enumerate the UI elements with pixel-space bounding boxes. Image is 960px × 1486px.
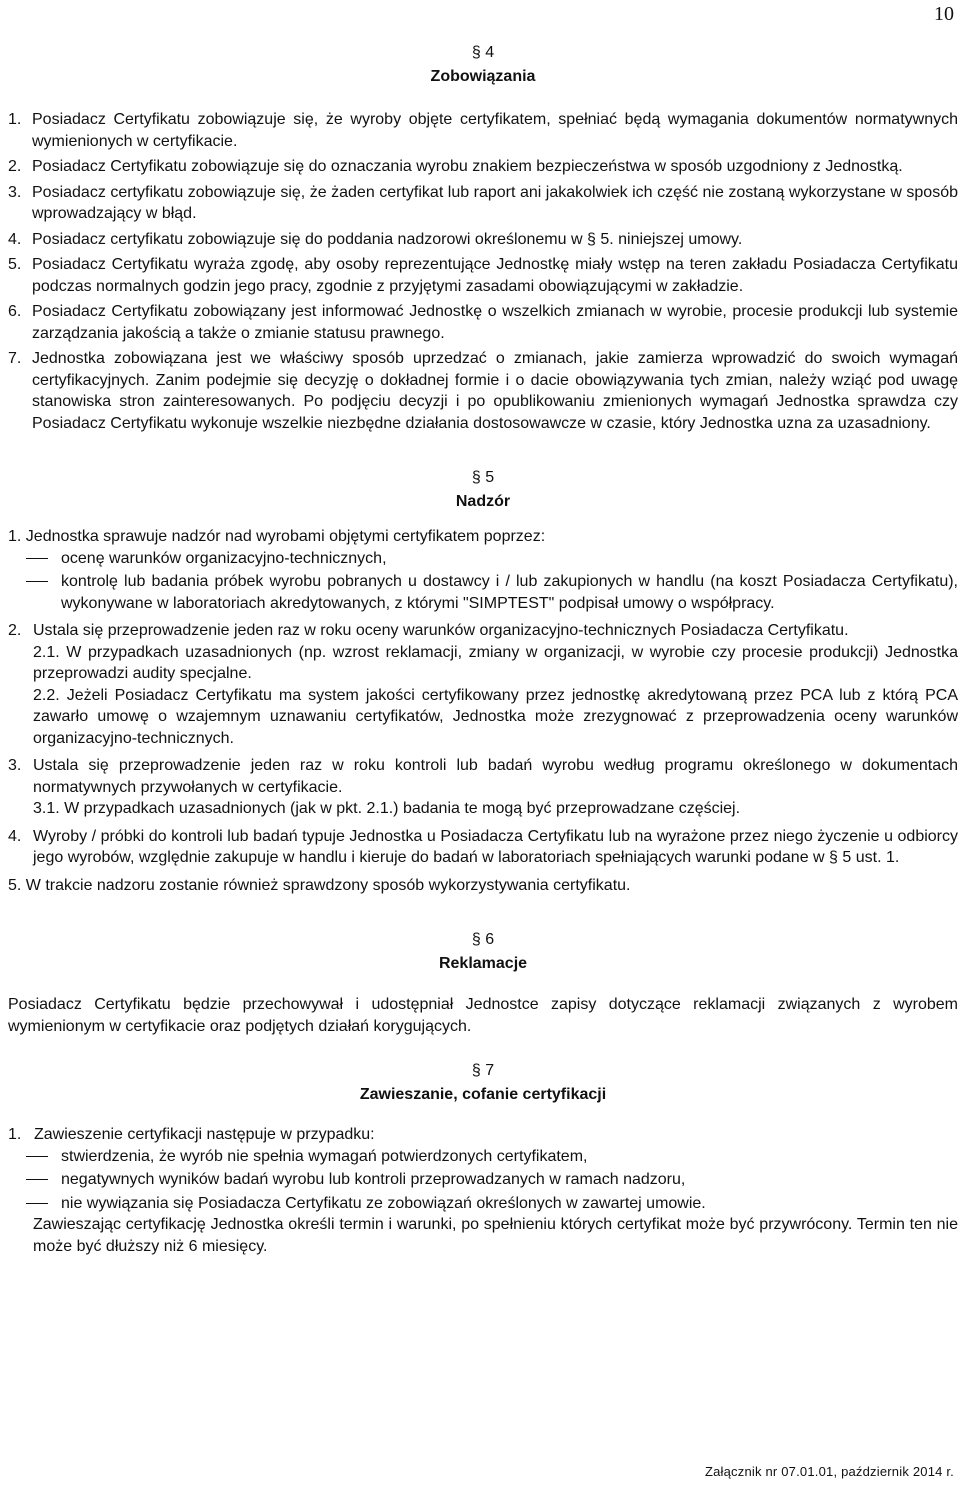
list-item: 7. Jednostka zobowiązana jest we właściwy sposób uprzedzać o zmianach, jakie zamierza wprowadzić do swoich wymagań certyfikacyjnych. Zanim podejmie się decyzję o dokładnej formie i o dacie obowiązywania tych zmian, należy wziąć pod uwagę stanowiska stron zainteresowanych. Po podjęciu decyzji i po opublikowaniu zmienionych wymagań Jednostka sprawdza czy Posiadacz Certyfikatu wykonuje wszelkie niezbędne działania dostosowawcze w czasie, który Jednostka uzna za uzasadniony. [8, 350, 958, 432]
section-7-heading [8, 1059, 958, 1107]
dash-item: stwierdzenia, że wyrób nie spełnia wymagań potwierdzonych certyfikatem, [26, 1146, 958, 1168]
list-item: 1. Posiadacz Certyfikatu zobowiązuje się, że wyroby objęte certyfikatem, spełniać będą wymagania dokumentów normatywnych wymienionych w certyfikacie. [8, 111, 958, 150]
page-number: 10 [934, 3, 954, 25]
section-4-heading [8, 41, 958, 89]
section-7-title: Zawieszanie, cofanie certyfikacji [359, 1086, 607, 1103]
dash-bullet [26, 548, 61, 570]
section-4-number: § 4 [471, 44, 495, 61]
section-4-title: Zobowiązania [430, 68, 536, 85]
list-item: 2. Posiadacz Certyfikatu zobowiązuje się do oznaczania wyrobu znakiem bezpieczeństwa w sposób uzgodniony z Jednostką. [8, 158, 903, 175]
section-5-body [8, 526, 958, 896]
list-item: 4. Posiadacz certyfikatu zobowiązuje się do poddania nadzorowi określonemu w § 5. niniejszej umowy. [8, 230, 743, 248]
section-5-title: Nadzór [455, 493, 511, 510]
paragraph: 5. W trakcie nadzoru zostanie również sprawdzony sposób wykorzystywania certyfikatu. [8, 876, 631, 894]
dash-item: kontrolę lub badania próbek wyrobu pobranych u dostawcy i / lub zakupionych w handlu (na koszt Posiadacza Certyfikatu), wykonywane w laboratoriach akredytowanych, z którymi "SIMPTEST" podpisał umowy o współpracy. [26, 571, 958, 614]
document-body [8, 41, 958, 1257]
footer-annex-label: Załącznik nr 07.01.01, październik 2014 r. [704, 1464, 954, 1479]
list-item: 3. Ustala się przeprowadzenie jeden raz w roku kontroli lub badań wyrobu według programu określonego w dokumentach normatywnych przywołanych w certyfikacie. [8, 757, 958, 796]
section-6-heading [8, 928, 958, 976]
dash-bullet [26, 1193, 61, 1215]
section-5-number: § 5 [471, 469, 495, 486]
paragraph: 3.1. W przypadkach uzasadnionych (jak w pkt. 2.1.) badania te mogą być przeprowadzane częściej. [33, 800, 741, 817]
section-6-title: Reklamacje [438, 955, 528, 972]
dash-bullet [26, 571, 61, 614]
list-item: 4. Wyroby / próbki do kontroli lub badań typuje Jednostka u Posiadacza Certyfikatu lub na wyrażone przez niego życzenie u odbiorcy jego wyrobów, względnie zakupuje w handlu i kieruje do badań w laboratoriach spełniających warunki podane w § 5 ust. 1. [8, 827, 958, 866]
section-7-body [8, 1124, 958, 1257]
dash-item: negatywnych wyników badań wyrobu lub kontroli przeprowadzanych w ramach nadzoru, [26, 1169, 958, 1191]
paragraph: 1. Jednostka sprawuje nadzór nad wyrobami objętymi certyfikatem poprzez: [8, 528, 546, 545]
paragraph: Zawieszając certyfikację Jednostka określi termin i warunki, po spełnieniu których certyfikat może być przywrócony. Termin ten nie może być dłuższy niż 6 miesięcy. [33, 1216, 958, 1255]
dash-bullet [26, 1146, 61, 1168]
dash-item: ocenę warunków organizacyjno-technicznych, [26, 548, 958, 570]
section-7-number: § 7 [471, 1062, 495, 1079]
list-item: 6. Posiadacz Certyfikatu zobowiązany jest informować Jednostkę o wszelkich zmianach w wyrobie, procesie produkcji lub systemie zarządzania jakością a także o zmianie statusu prawnego. [8, 303, 958, 342]
paragraph: 2.2. Jeżeli Posiadacz Certyfikatu ma system jakości certyfikowany przez jednostkę akredytowaną przez PCA lub z którą PCA zawarło umowę o wzajemnym uznawaniu certyfikatów, Jednostka może zrezygnować z przeprowadzenia oceny warunków organizacyjno-technicznych. [33, 686, 958, 747]
list-item: 5. Posiadacz Certyfikatu wyraża zgodę, aby osoby reprezentujące Jednostkę miały wstęp na teren zakładu Posiadacza Certyfikatu podczas normalnych godzin jego pracy, zgodnie z przyjętymi zasadami obowiązującymi w zakładzie. [8, 256, 958, 295]
paragraph: 2.1. W przypadkach uzasadnionych (np. wzrost reklamacji, zmiany w organizacji, w wyrobie czy procesie produkcji) Jednostka przeprowadzi audity specjalne. [33, 643, 958, 682]
paragraph: Posiadacz Certyfikatu będzie przechowywał i udostępniał Jednostce zapisy dotyczące reklamacji związanych z wyrobem wymienionym w certyfikacie oraz podjętych działań korygujących. [8, 996, 958, 1035]
section-5-heading [8, 466, 958, 514]
section-6-number: § 6 [471, 931, 495, 948]
dash-item: nie wywiązania się Posiadacza Certyfikatu ze zobowiązań określonych w zawartej umowie. [26, 1193, 958, 1215]
dash-bullet [26, 1169, 61, 1191]
list-item: 1. Zawieszenie certyfikacji następuje w przypadku: [8, 1126, 375, 1143]
section-4-list [8, 109, 958, 434]
list-item: 2. Ustala się przeprowadzenie jeden raz w roku oceny warunków organizacyjno-technicznych Posiadacza Certyfikatu. [8, 622, 849, 639]
list-item: 3. Posiadacz certyfikatu zobowiązuje się, że żaden certyfikat lub raport ani jakakolwiek ich część nie zostaną wykorzystane w sposób wprowadzający w błąd. [8, 183, 958, 222]
